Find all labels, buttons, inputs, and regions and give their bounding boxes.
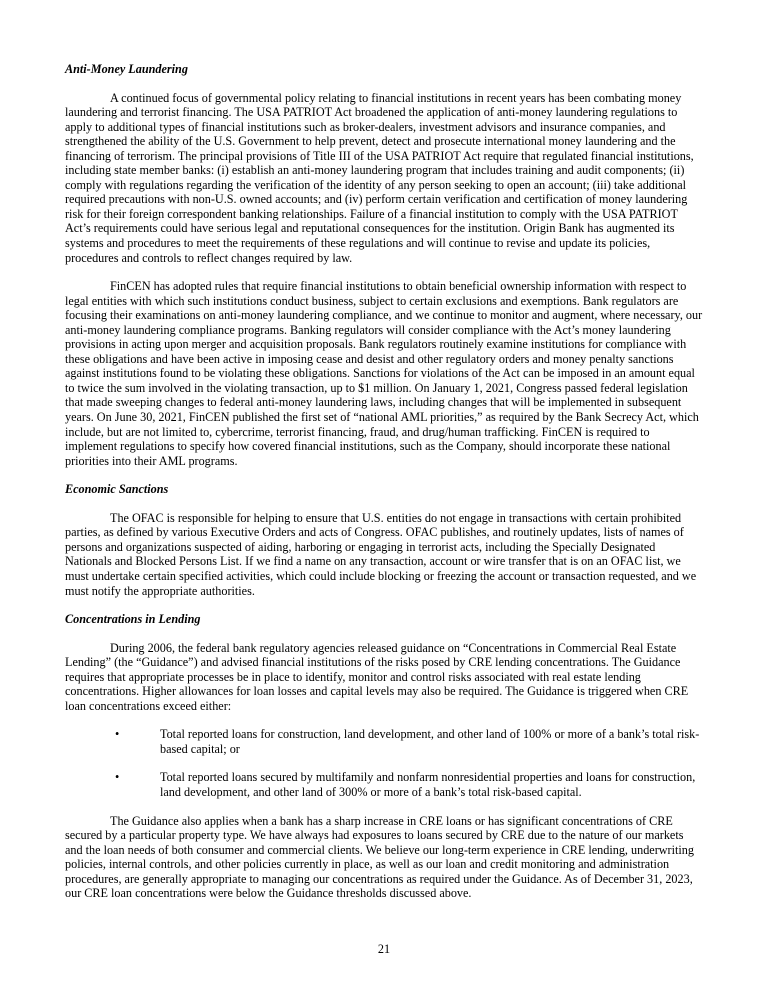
bullet-icon: • [115,727,120,742]
paragraph-aml-fincen: FinCEN has adopted rules that require financial institutions to obtain beneficial ownership information with respect to legal entities with which such institutions conduct business, subject to certain exclusions and exemptions. Bank regulators are focusing their examinations on anti-money laundering compliance, and we continue to monitor and augment, where necessary, our anti-money laundering compliance programs. Banking regulators will consider compliance with the Act’s money laundering provisions in acting upon merger and acquisition proposals. Bank regulators routinely examine institutions for compliance with these obligations and have been active in imposing cease and desist and other regulatory orders and money penalty sanctions against institutions found to be violating these obligations. Sanctions for violations of the Act can be imposed in an amount equal to twice the sum involved in the violating transaction, up to $1 million. On January 1, 2021, Congress passed federal legislation that made sweeping changes to federal anti-money laundering laws, including changes that will be implemented in subsequent years. On June 30, 2021, FinCEN published the first set of “national AML priorities,” as required by the Bank Secrecy Act, which include, but are not limited to, cybercrime, terrorist financing, fraud, and drug/human trafficking. FinCEN is required to implement regulations to specify how covered financial institutions, such as the Company, should incorporate these national priorities into their AML programs. [65,279,703,468]
cre-thresholds-list [65,727,703,799]
paragraph-cre-guidance-closing: The Guidance also applies when a bank has a sharp increase in CRE loans or has significant concentrations of CRE secured by a particular property type. We have always had exposures to loans secured by CRE due to the nature of our markets and the loan needs of both consumer and commercial clients. We believe our long-term experience in CRE lending, underwriting policies, internal controls, and other policies currently in place, as well as our loan and credit monitoring and administration procedures, are generally appropriate to managing our concentrations as required under the Guidance. As of December 31, 2023, our CRE loan concentrations were below the Guidance thresholds discussed above. [65,813,694,901]
paragraph-ofac: The OFAC is responsible for helping to ensure that U.S. entities do not engage in transactions with certain prohibited parties, as defined by various Executive Orders and acts of Congress. OFAC publishes, and routinely updates, lists of names of persons and organizations suspected of aiding, harboring or engaging in terrorist acts, including the Specially Designated Nationals and Blocked Persons List. If we find a name on any transaction, account or wire transfer that is on an OFAC list, we must undertake certain specified activities, which could include blocking or freezing the account or transaction requested, and we must notify the appropriate authorities. [65,510,697,598]
section-heading-economic-sanctions: Economic Sanctions [65,482,169,497]
list-item [65,770,703,799]
paragraph-aml-patriot-act: A continued focus of governmental policy relating to financial institutions in recent years has been combating money laundering and terrorist financing. The USA PATRIOT Act broadened the application of anti-money laundering regulations to apply to additional types of financial institutions such as broker-dealers, investment advisors and insurance companies, and strengthened the ability of the U.S. Government to help prevent, detect and prosecute international money laundering and the financing of terrorism. The principal provisions of Title III of the USA PATRIOT Act require that regulated financial institutions, including state member banks: (i) establish an anti-money laundering program that includes training and audit components; (ii) comply with regulations regarding the verification of the identity of any person seeking to open an account; (iii) take additional required precautions with non-U.S. owned accounts; and (iv) perform certain verification and certification of money laundering risk for their foreign correspondent banking relationships. Failure of a financial institution to comply with the USA PATRIOT Act’s requirements could have serious legal and reputational consequences for the institution. Origin Bank has augmented its systems and procedures to meet the requirements of these regulations and will continue to revise and update its policies, procedures and controls to reflect changes required by law. [65,90,694,265]
list-item [65,727,703,756]
paragraph-cre-guidance-intro: During 2006, the federal bank regulatory agencies released guidance on “Concentrations in Commercial Real Estate Lending” (the “Guidance”) and advised financial institutions of the risks posed by CRE lending concentrations. The Guidance requires that appropriate processes be in place to identify, monitor and control risks associated with real estate lending concentrations. Higher allowances for loan losses and capital levels may also be required. The Guidance is triggered when CRE loan concentrations exceed either: [65,640,689,713]
bullet-text-multifamily-300pct: Total reported loans secured by multifamily and nonfarm nonresidential properties and loans for construction, land development, and other land of 300% or more of a bank’s total risk-based capital. [160,770,696,799]
bullet-icon: • [115,770,120,785]
document-body [65,62,703,915]
section-heading-concentrations-in-lending: Concentrations in Lending [65,612,201,627]
bullet-text-construction-100pct: Total reported loans for construction, land development, and other land of 100% or more of a bank’s total risk-based capital; or [160,727,700,756]
section-heading-anti-money-laundering: Anti-Money Laundering [65,62,188,76]
page-number: 21 [377,942,391,957]
